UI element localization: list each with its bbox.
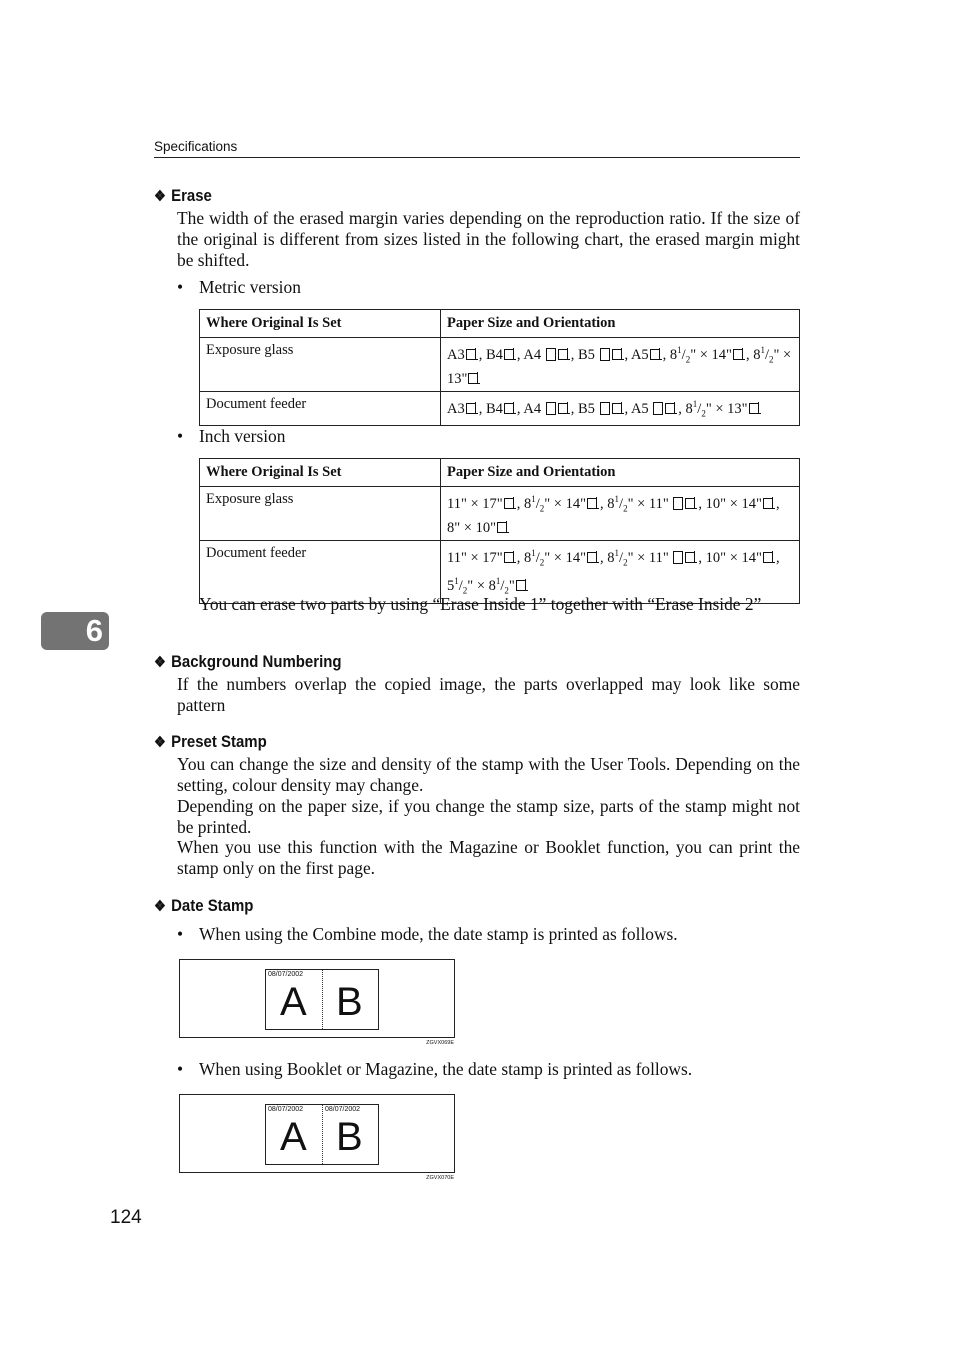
preset-stamp-para3: When you use this function with the Magazine or Booklet function, you can print the stamp only on the first page. xyxy=(177,837,800,878)
date-stamp-label: 08/07/2002 xyxy=(268,971,304,978)
preset-stamp-heading: ❖ Preset Stamp xyxy=(154,732,267,751)
metric-row-glass-label: Exposure glass xyxy=(200,338,441,392)
metric-bullet: • Metric version xyxy=(177,277,301,297)
erase-note: You can erase two parts by using “Erase Inside 1” together with “Erase Inside 2” xyxy=(199,594,762,614)
inch-bullet: • Inch version xyxy=(177,426,286,446)
bg-numbering-paragraph: If the numbers overlap the copied image, the parts overlapped may look like some pattern xyxy=(177,674,800,715)
running-header: Specifications xyxy=(154,139,800,158)
preset-stamp-para1: You can change the size and density of the stamp with the User Tools. Depending on the setting, colour density may change. xyxy=(177,754,800,795)
letter-a: A xyxy=(280,980,307,1024)
booklet-page xyxy=(265,1104,379,1165)
inch-col1-header: Where Original Is Set xyxy=(200,459,441,487)
figure-code: ZGVX070E xyxy=(426,1175,454,1181)
page-divider xyxy=(322,970,323,1029)
diamond-icon: ❖ xyxy=(154,734,166,751)
combine-figure xyxy=(179,959,455,1046)
booklet-figure xyxy=(179,1094,455,1181)
date-stamp-label: 08/07/2002 xyxy=(268,1106,304,1113)
metric-row-feeder-label: Document feeder xyxy=(200,391,441,426)
inch-row-glass-sizes: 11" × 17" , $8^1/_2$" × 14" , $8^1/_2$" × 11" , 10" × 14" , 8" × 10" xyxy=(441,487,800,541)
metric-col1-header: Where Original Is Set xyxy=(200,310,441,338)
booklet-bullet: • When using Booklet or Magazine, the date stamp is printed as follows. xyxy=(177,1059,693,1079)
letter-b: B xyxy=(336,1115,363,1159)
date-stamp-label-right: 08/07/2002 xyxy=(325,1106,361,1113)
letter-b: B xyxy=(336,980,363,1024)
date-stamp-heading: ❖ Date Stamp xyxy=(154,896,254,915)
page-number: 124 xyxy=(110,1207,142,1228)
erase-paragraph: The width of the erased margin varies depending on the reproduction ratio. If the size of the original is different from sizes listed in the following chart, the erased margin might be shifted. xyxy=(177,208,800,270)
page-divider xyxy=(322,1105,323,1164)
figure-code: ZGVX069E xyxy=(426,1040,454,1046)
metric-col2-header: Paper Size and Orientation xyxy=(441,310,800,338)
bg-numbering-heading: ❖ Background Numbering xyxy=(154,652,342,671)
diamond-icon: ❖ xyxy=(154,654,166,671)
diamond-icon: ❖ xyxy=(154,188,166,205)
combined-page xyxy=(265,969,379,1030)
inch-row-glass-label: Exposure glass xyxy=(200,487,441,541)
erase-heading: ❖ Erase xyxy=(154,186,212,205)
chapter-number: 6 xyxy=(85,613,103,648)
preset-stamp-para2: Depending on the paper size, if you change the stamp size, parts of the stamp might not be printed. xyxy=(177,796,800,837)
inch-table xyxy=(199,458,800,604)
chapter-tab xyxy=(41,612,109,650)
metric-row-feeder-sizes: A3 , B4 , A4 , B5 , A5 , $8^1/_2$" × 13" xyxy=(441,391,800,426)
diamond-icon: ❖ xyxy=(154,898,166,915)
inch-row-feeder-sizes: 11" × 17" , $8^1/_2$" × 14" , $8^1/_2$" × 11" , 10" × 14" , $5^1/_2$" × $8^1/_2$" xyxy=(441,540,800,603)
inch-row-feeder-label: Document feeder xyxy=(200,540,441,603)
metric-row-glass-sizes: A3 , B4 , A4 , B5 , A5 , $8^1/_2$" × 14" , $8^1/_2$" × 13" xyxy=(441,338,800,392)
letter-a: A xyxy=(280,1115,307,1159)
metric-table xyxy=(199,309,800,426)
inch-col2-header: Paper Size and Orientation xyxy=(441,459,800,487)
combine-bullet: • When using the Combine mode, the date stamp is printed as follows. xyxy=(177,924,678,944)
